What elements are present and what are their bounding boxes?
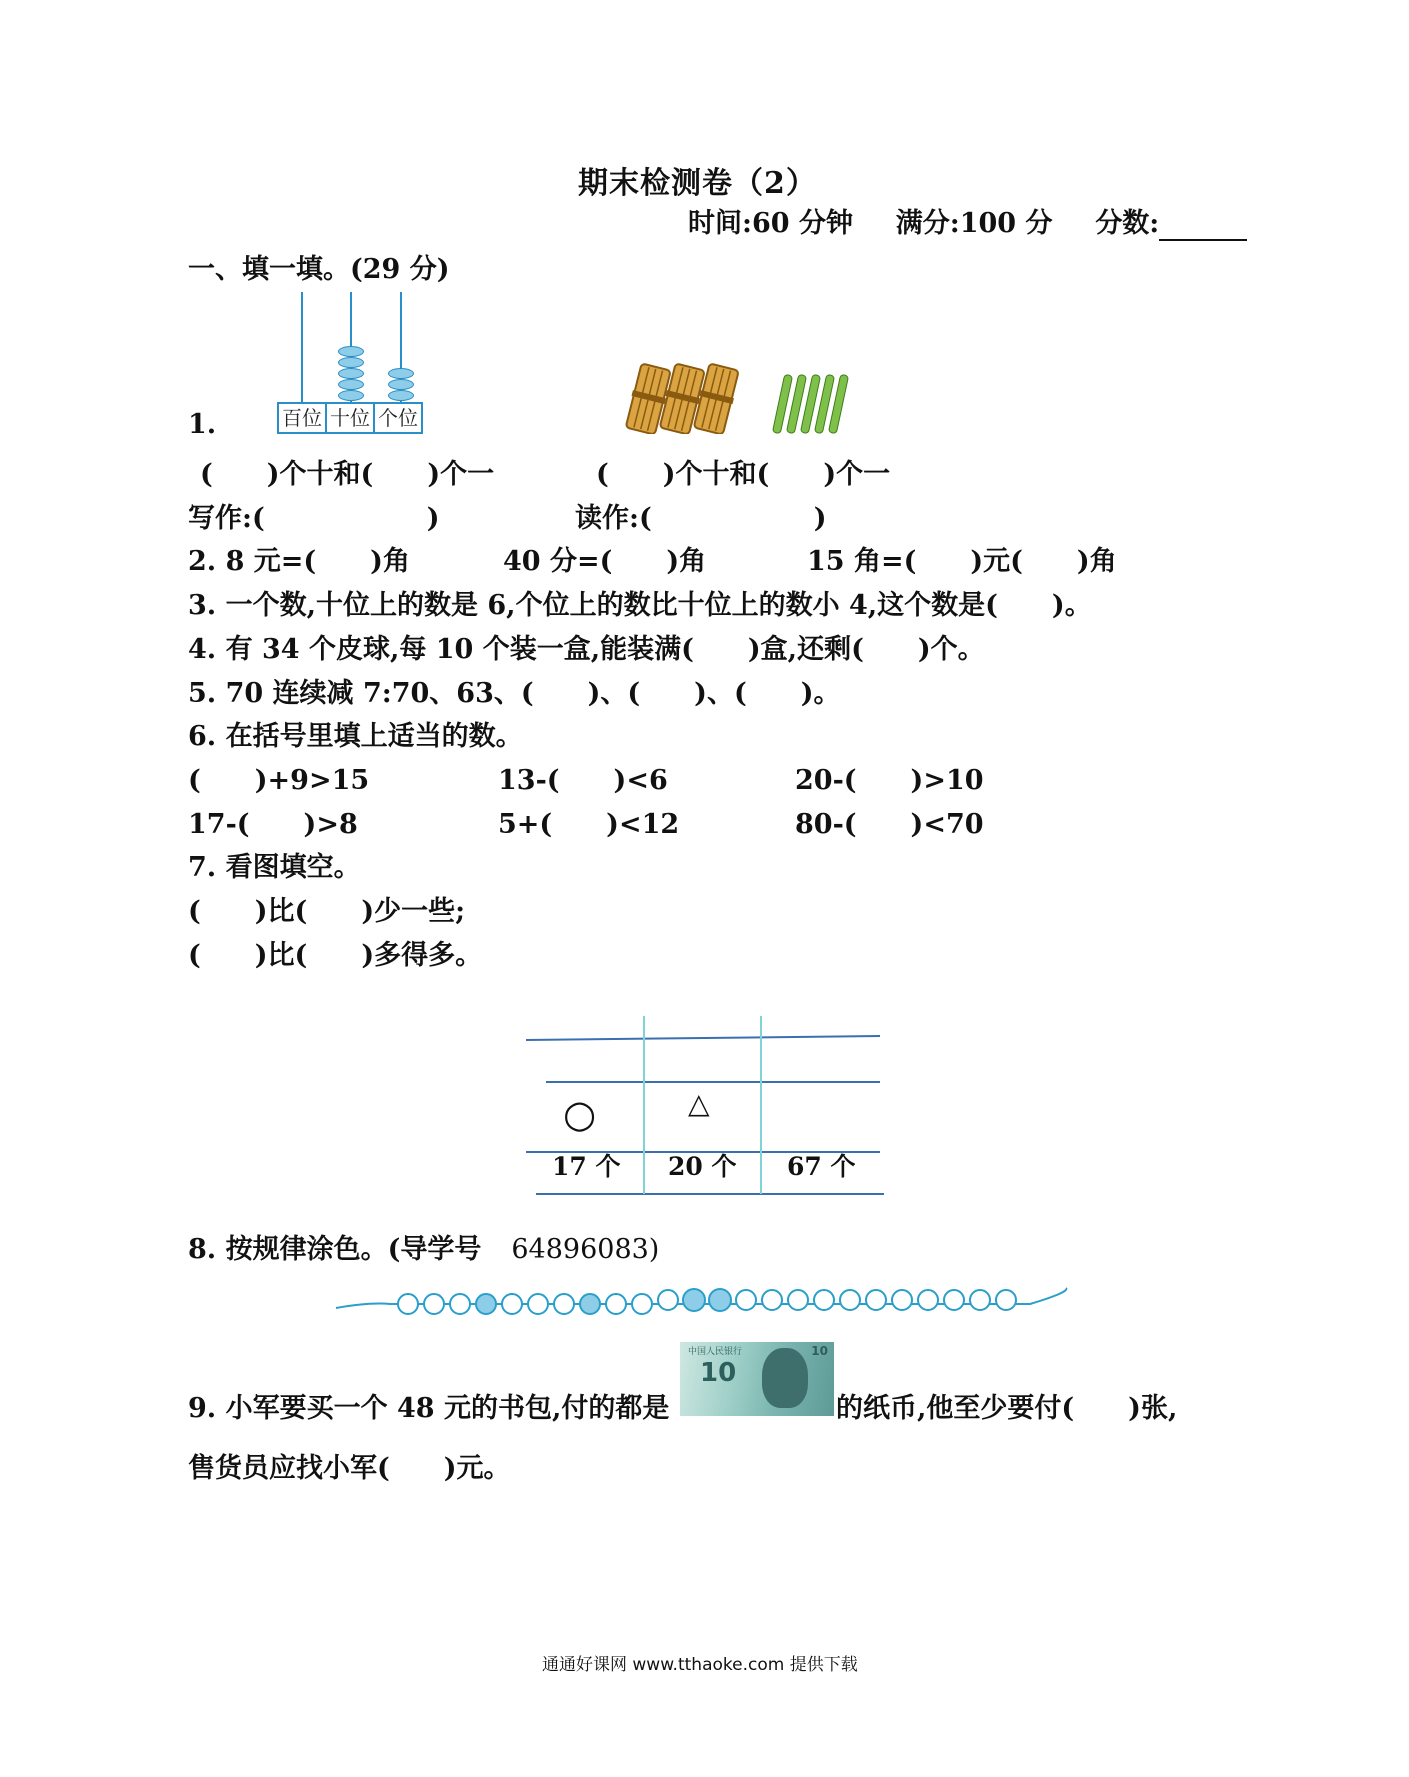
q6-item: 17-( )>8 (188, 809, 358, 840)
q1-read: 读作:( ) (575, 503, 827, 534)
q4-text: 4. 有 34 个皮球,每 10 个装一盒,能装满( )盒,还剩( )个。 (188, 634, 985, 665)
q6-title: 6. 在括号里填上适当的数。 (188, 721, 523, 752)
bead-empty (918, 1290, 938, 1310)
score-label: 分数: (1095, 208, 1160, 239)
footer-source: 通通好课网 www.tthaoke.com 提供下载 (542, 1655, 858, 1675)
q1-blank-left: ( )个十和( )个一 (200, 459, 495, 490)
abacus-bead (388, 379, 414, 390)
q9-line2: 售货员应找小军( )元。 (188, 1453, 511, 1484)
q6-item: 5+( )<12 (498, 809, 680, 840)
abacus-bead (338, 379, 364, 390)
bead-empty (424, 1294, 444, 1314)
bead-string-figure (330, 1272, 1070, 1322)
bead-empty (788, 1290, 808, 1310)
q9-part1: 9. 小军要买一个 48 元的书包,付的都是 (188, 1393, 670, 1424)
q7-line1: ( )比( )少一些; (188, 896, 466, 927)
bead-empty (658, 1290, 678, 1310)
abacus-bead (338, 346, 364, 357)
exam-meta (688, 207, 1247, 241)
q6-item: 13-( )<6 (498, 765, 668, 796)
section-1-title: 一、填一填。(29 分) (188, 254, 450, 285)
bead-empty (840, 1290, 860, 1310)
bill-value-small: 10 (811, 1344, 828, 1358)
q2-c: 15 角=( )元( )角 (807, 546, 1117, 577)
q2-a: 2. 8 元=( )角 (188, 546, 410, 577)
bead-empty (450, 1294, 470, 1314)
full-score-info: 满分:100 分 (895, 208, 1053, 239)
bead-empty (762, 1290, 782, 1310)
bead-shaded (709, 1289, 731, 1311)
bead-empty (996, 1290, 1016, 1310)
q6-item: 80-( )<70 (795, 809, 984, 840)
bead-shaded (476, 1294, 496, 1314)
ten-yuan-banknote (680, 1342, 834, 1416)
bead-empty (944, 1290, 964, 1310)
q5-text: 5. 70 连续减 7:70、63、( )、( )、( )。 (188, 678, 841, 709)
q7-count: 67 个 (787, 1152, 856, 1181)
q8-code: 64896083) (511, 1234, 660, 1265)
bead-empty (632, 1294, 652, 1314)
bead-shaded (683, 1289, 705, 1311)
time-info: 时间:60 分钟 (688, 208, 853, 239)
bead-empty (528, 1294, 548, 1314)
bead-empty (502, 1294, 522, 1314)
q7-count: 20 个 (668, 1152, 737, 1181)
q6-item: ( )+9>15 (188, 765, 370, 796)
q3-text: 3. 一个数,十位上的数是 6,个位上的数比十位上的数小 4,这个数是( )。 (188, 590, 1092, 621)
bead-shaded (580, 1294, 600, 1314)
abacus-bead (388, 390, 414, 401)
bead-empty (736, 1290, 756, 1310)
portrait-icon (762, 1348, 808, 1408)
place-tens: 十位 (327, 404, 375, 432)
q7-line2: ( )比( )多得多。 (188, 940, 483, 971)
abacus-bead (338, 357, 364, 368)
abacus-bead (388, 368, 414, 379)
bead-empty (866, 1290, 886, 1310)
q6-item: 20-( )>10 (795, 765, 984, 796)
q1-write: 写作:( ) (188, 503, 440, 534)
q2-b: 40 分=( )角 (503, 546, 707, 577)
circle-icon: ○ (563, 1092, 597, 1136)
triangle-icon: △ (688, 1087, 710, 1120)
bead-empty (970, 1290, 990, 1310)
bead-empty (814, 1290, 834, 1310)
bead-empty (892, 1290, 912, 1310)
q9-part2: 的纸币,他至少要付( )张, (836, 1393, 1178, 1424)
q1-blank-right: ( )个十和( )个一 (596, 459, 891, 490)
bill-text: 中国人民银行 (688, 1347, 743, 1357)
place-ones: 个位 (378, 406, 418, 430)
bill-value: 10 (700, 1358, 737, 1388)
bead-empty (554, 1294, 574, 1314)
bead-empty (398, 1294, 418, 1314)
abacus-place-labels (277, 402, 423, 434)
score-blank[interactable] (1159, 213, 1247, 241)
abacus-bead (338, 368, 364, 379)
bead-empty (606, 1294, 626, 1314)
q8-title (188, 1233, 659, 1267)
place-hundreds: 百位 (279, 404, 327, 432)
q7-count: 17 个 (552, 1152, 621, 1181)
table-line (526, 1036, 880, 1040)
abacus-rod-hundreds (301, 292, 303, 403)
page-title: 期末检测卷（2） (578, 166, 817, 201)
q1-number: 1. (188, 409, 217, 440)
abacus-bead (338, 390, 364, 401)
q8-title-text: 8. 按规律涂色。(导学号 (188, 1234, 482, 1265)
stick-bundles-figure (625, 362, 745, 434)
q7-title: 7. 看图填空。 (188, 852, 361, 883)
